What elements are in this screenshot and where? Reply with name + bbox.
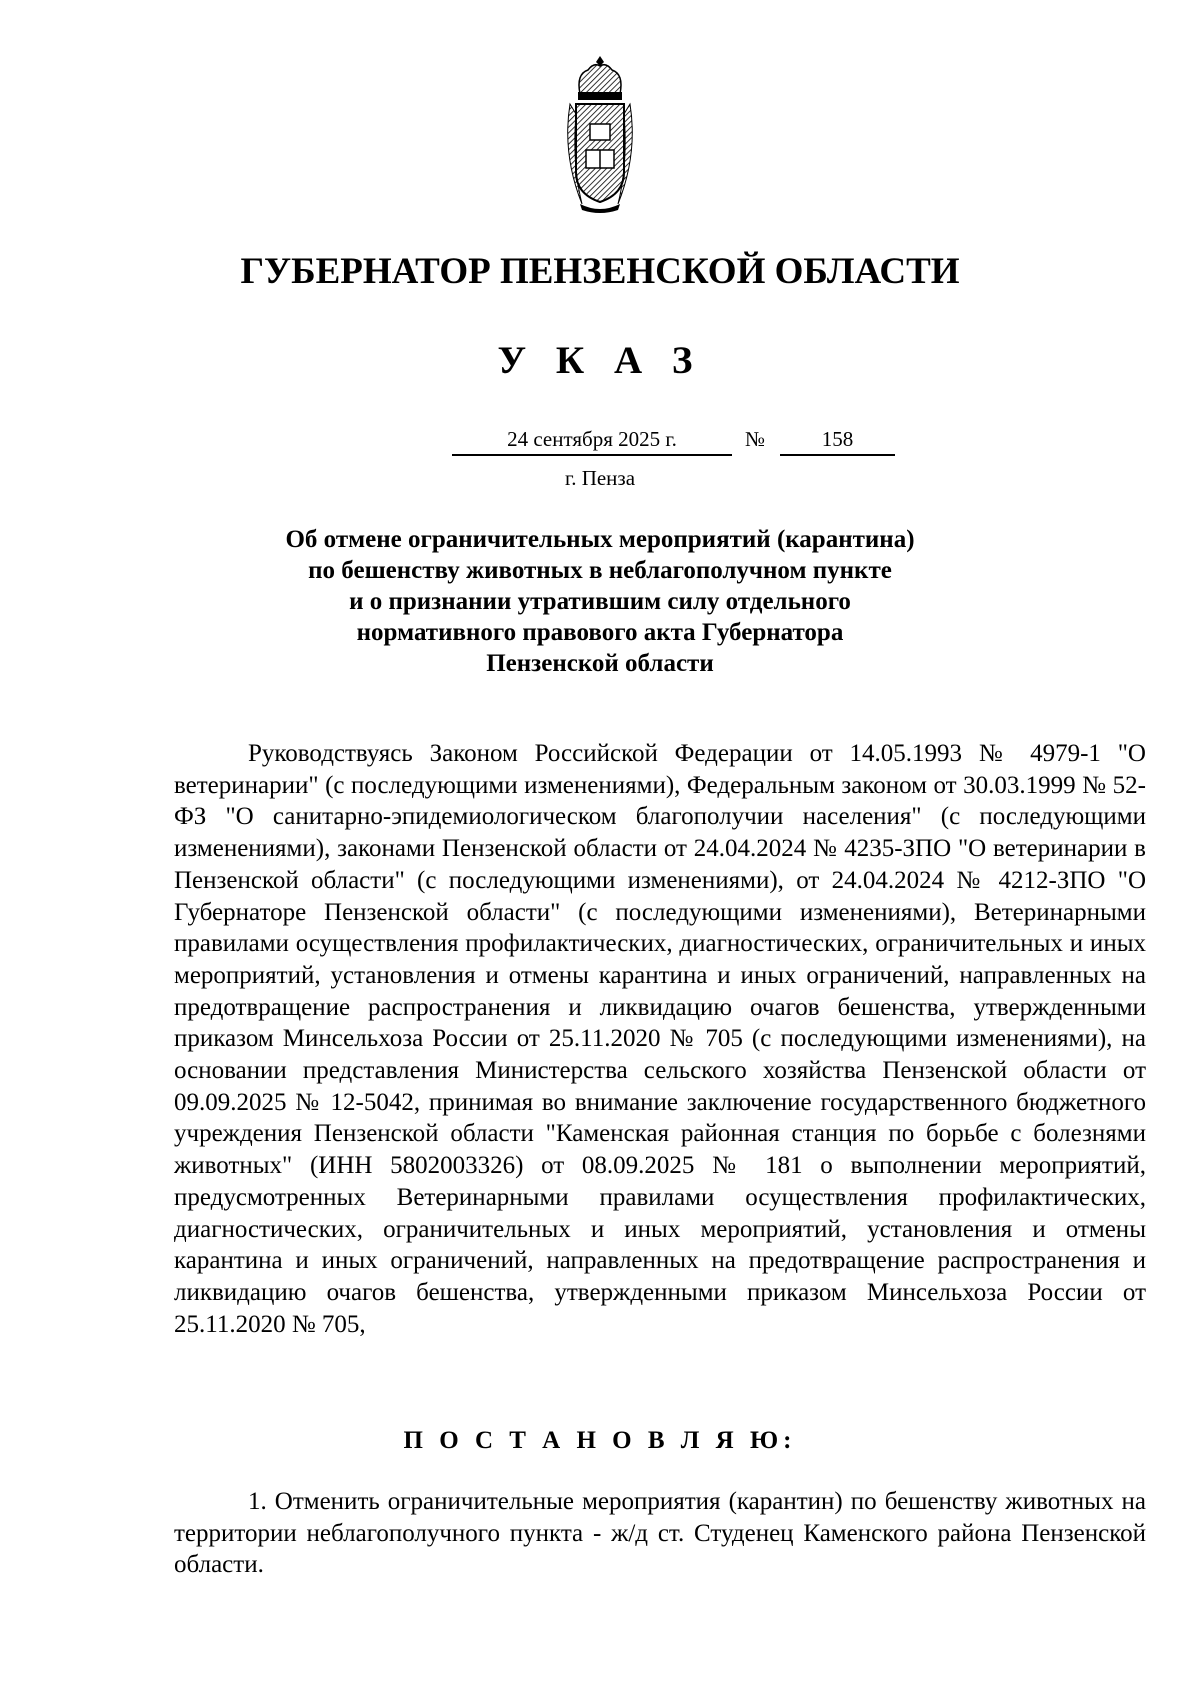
document-number: 158 (780, 424, 895, 456)
title-line: нормативного правового акта Губернатора (356, 619, 844, 646)
preamble (174, 738, 1146, 1340)
title-line: Пензенской области (486, 650, 714, 677)
city: г. Пенза (564, 466, 636, 490)
title-line: Об отмене ограничительных мероприятий (карантина) (285, 526, 915, 553)
number-sign: № (745, 427, 766, 451)
clause-1: 1. Отменить ограничительные мероприятия (карантин) по бешенству животных на территории неблагополучного пункта - ж/д ст. Студенец Каменского района Пензенской области. (174, 1488, 1146, 1579)
preamble-paragraph: Руководствуясь Законом Российской Федерации от 14.05.1993 № 4979-1 "О ветеринарии" (с последующими изменениями), Федеральным законом от 30.03.1999 № 52-ФЗ "О санитарно-эпидемиологическом благополучии населения" (с последующими изменениями), законами Пензенской области от 24.04.2024 № 4235-ЗПО "О ветеринарии в Пензенской области" (с последующими изменениями), от 24.04.2024 № 4212-ЗПО "О Губернаторе Пензенской области" (с последующими изменениями), Ветеринарными правилами осуществления профилактических, диагностических, ограничительных и иных мероприятий, установления и отмены карантина и иных ограничений, направленных на предотвращение распространения и ликвидацию очагов бешенства, утвержденными приказом Минсельхоза России от 25.11.2020 № 705 (с последующими изменениями), на основании представления Министерства сельского хозяйства Пензенской области от 09.09.2025 № 12-5042, принимая во внимание заключение государственного бюджетного учреждения Пензенской области "Каменская районная станция по борьбе с болезнями животных" (ИНН 5802003326) от 08.09.2025 № 181 о выполнении мероприятий, предусмотренных Ветеринарными правилами осуществления профилактических, диагностических, ограничительных и иных мероприятий, установления и отмены карантина и иных ограничений, направленных на предотвращение распространения и ликвидацию очагов бешенства, утвержденными приказом Минсельхоза России от 25.11.2020 № 705, (174, 740, 1146, 1338)
coat-of-arms-icon (562, 54, 638, 214)
document-type: У К А З (497, 339, 703, 382)
clauses (174, 1486, 1146, 1581)
issuing-authority: ГУБЕРНАТОР ПЕНЗЕНСКОЙ ОБЛАСТИ (240, 251, 960, 292)
date-number-line (0, 424, 1200, 458)
document-date: 24 сентября 2025 г. (452, 424, 732, 456)
title-line: по бешенству животных в неблагополучном пункте (308, 557, 892, 584)
document-title (250, 524, 950, 679)
title-line: и о признании утратившим силу отдельного (349, 588, 851, 615)
resolve-heading: П О С Т А Н О В Л Я Ю: (403, 1427, 797, 1454)
